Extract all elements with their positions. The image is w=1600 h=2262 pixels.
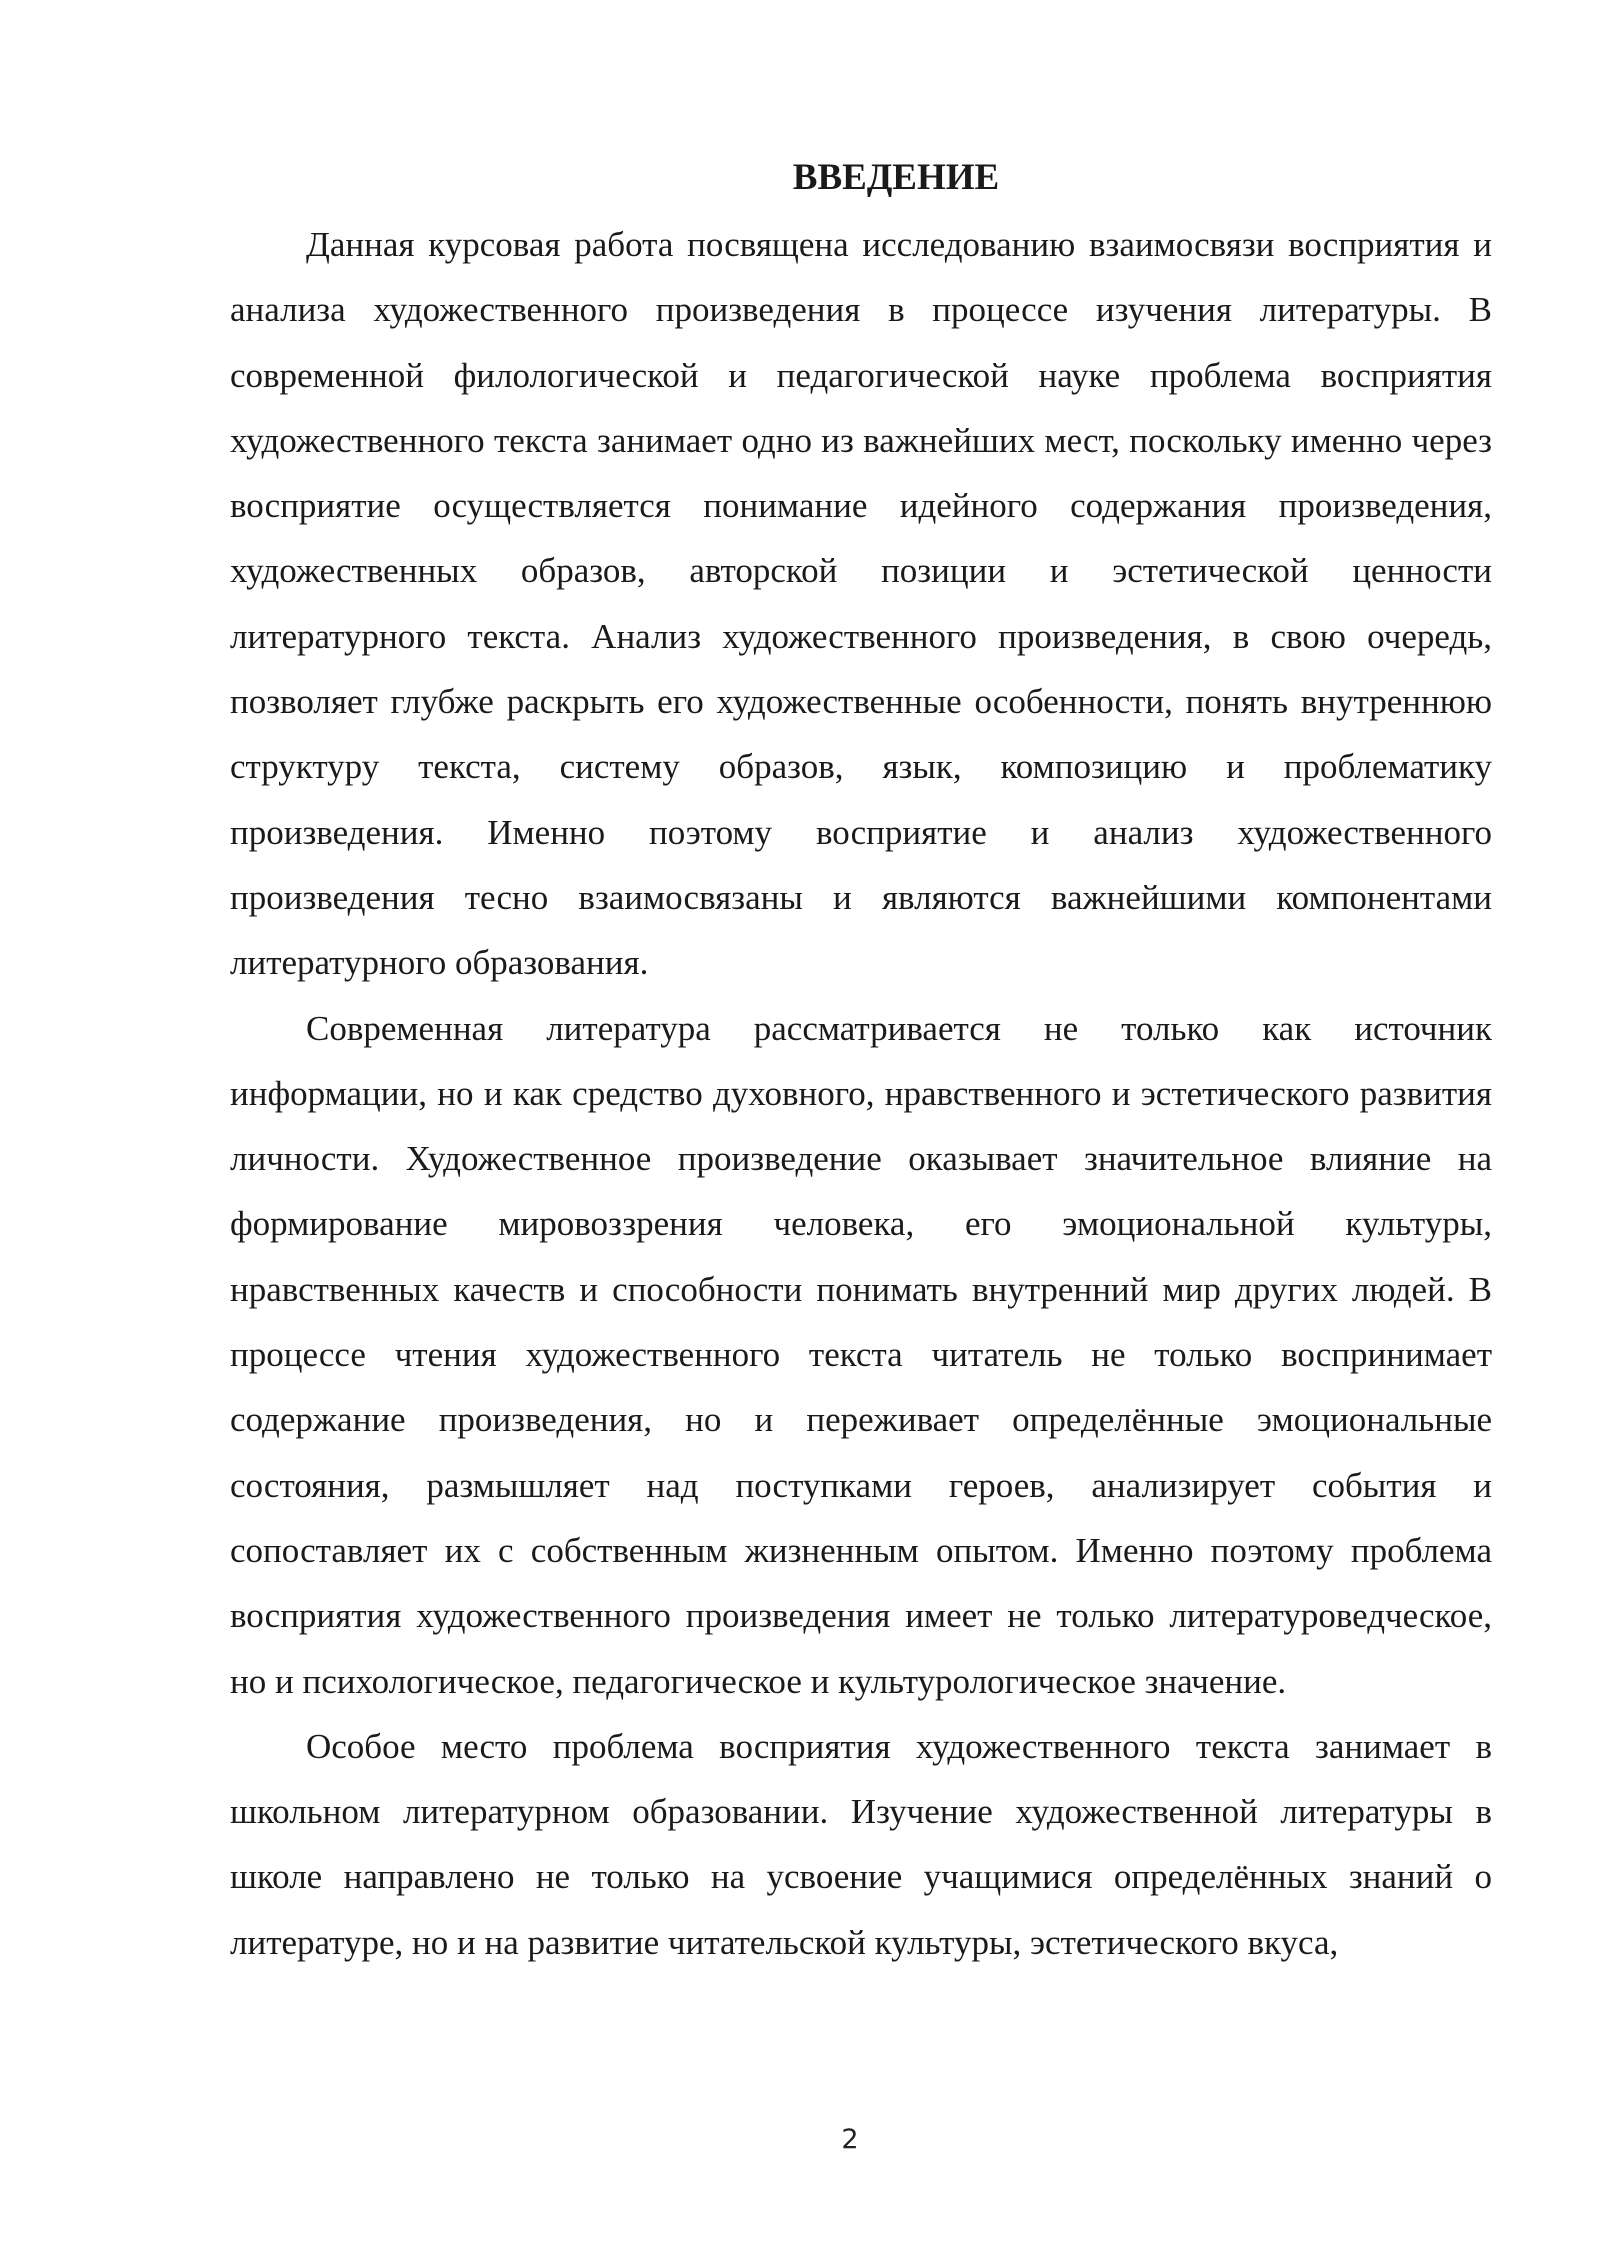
paragraph-3: Особое место проблема восприятия художественного текста занимает в школьном литературном образовании. Изучение художественной литературы в школе направлено не только на усвоение учащимися определённых знаний о литературе, но и на развитие читательской культуры, эстетического вкуса,: [230, 1726, 1492, 1962]
paragraph-1: Данная курсовая работа посвящена исследованию взаимосвязи восприятия и анализа художественного произведения в процессе изучения литературы. В современной филологической и педагогической науке проблема восприятия художественного текста занимает одно из важнейших мест, поскольку именно через восприятие осуществляется понимание идейного содержания произведения, художественных образов, авторской позиции и эстетической ценности литературного текста. Анализ художественного произведения, в свою очередь, позволяет глубже раскрыть его художественные особенности, понять внутреннюю структуру текста, систему образов, язык, композицию и проблематику произведения. Именно поэтому восприятие и анализ художественного произведения тесно взаимосвязаны и являются важнейшими компонентами литературного образования.: [230, 225, 1492, 983]
page-content: [230, 148, 1492, 1975]
page-number: 2: [841, 2124, 859, 2155]
paragraph-2: Современная литература рассматривается не только как источник информации, но и как средство духовного, нравственного и эстетического развития личности. Художественное произведение оказывает значительное влияние на формирование мировоззрения человека, его эмоциональной культуры, нравственных качеств и способности понимать внутренний мир других людей. В процессе чтения художественного текста читатель не только воспринимает содержание произведения, но и переживает определённые эмоциональные состояния, размышляет над поступками героев, анализирует события и сопоставляет их с собственным жизненным опытом. Именно поэтому проблема восприятия художественного произведения имеет не только литературоведческое, но и психологическое, педагогическое и культурологическое значение.: [230, 1008, 1492, 1701]
section-heading: ВВЕДЕНИЕ: [792, 157, 1000, 198]
